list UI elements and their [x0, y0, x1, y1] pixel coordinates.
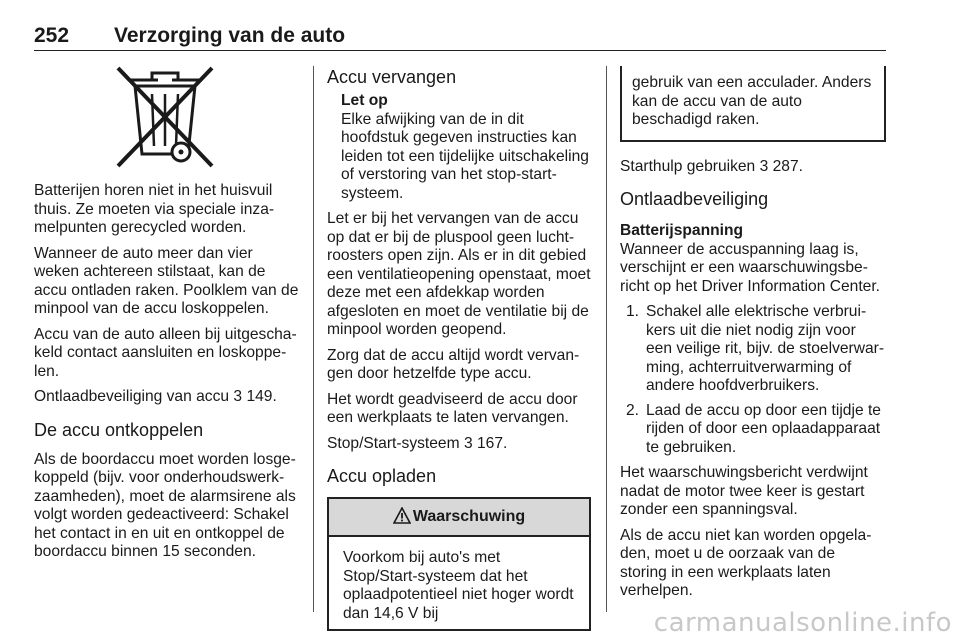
- column-divider-1: [313, 66, 314, 612]
- subsection-heading: Batterijspanning: [620, 222, 744, 239]
- page-reference[interactable]: [233, 388, 276, 405]
- paragraph: Let er bij het vervangen van de accu op dat er bij de pluspool geen luchtroosters open zijn. Als er in dit gebied een ventilatieopening openstaat, moet deze met een afdekkap worden afgesloten en moet de ventilatie bij de minpool worden geopend.: [327, 210, 591, 338]
- section-heading: Accu opladen: [327, 466, 437, 486]
- paragraph: Zorg dat de accu altijd wordt vervangen door hetzelfde type accu.: [327, 346, 580, 382]
- reference-page: 287.: [772, 157, 803, 175]
- paragraph: Wanneer de accuspanning laag is, verschijnt er een waarschuwingsbericht op het Driver Information Center.: [620, 240, 881, 295]
- warning-box: [327, 497, 591, 631]
- page-number: 252: [34, 24, 70, 47]
- arrow-icon: 3: [759, 157, 769, 175]
- column-divider-2: [606, 66, 607, 612]
- paragraph-text: Stop/Start-systeem: [327, 434, 460, 452]
- column-2: [327, 66, 591, 631]
- page-reference[interactable]: [760, 158, 803, 175]
- step-number: 2.: [626, 401, 640, 419]
- paragraph: Als de boordaccu moet worden losgekoppeld (bijv. voor onderhoudswerkzaamheden), moet de alarmsirene als volgt worden gedeactiveerd: Schakel het contact in en uit en ontkoppel de boordaccu binnen 15 seconden.: [34, 450, 296, 560]
- step-list: [620, 303, 886, 457]
- paragraph: Het wordt geadviseerd de accu door een werkplaats te laten vervangen.: [327, 390, 578, 426]
- crossed-bin-icon: [110, 66, 220, 168]
- paragraph-text: Starthulp gebruiken: [620, 157, 756, 175]
- warning-title: Waarschuwing: [412, 508, 526, 525]
- note-block: [341, 92, 591, 203]
- note-text: Elke afwijking van de in dit hoofdstuk gegeven instructies kan leiden tot een tijdelijke uitschakeling of verstoring van het stop-start-systeem.: [341, 110, 589, 202]
- step-text: Schakel alle elektrische verbruikers uit die niet nodig zijn voor een veilige rit, bijv. de stoelverwarming, achterruitverwarming of andere hoofdverbruikers.: [646, 303, 885, 394]
- paragraph: Batterijen horen niet in het huisvuil thuis. Ze moeten via speciale inzamelpunten gerecycled worden.: [34, 182, 275, 236]
- arrow-icon: 3: [233, 388, 243, 405]
- paragraph: [620, 158, 886, 177]
- paragraph: [327, 435, 591, 454]
- step-text: Laad de accu op door een tijdje te rijden of door een oplaadapparaat te gebruiken.: [646, 401, 881, 456]
- warning-icon: [393, 502, 411, 538]
- watermark: carmanualsonline.info: [653, 608, 952, 638]
- reference-page: 149.: [246, 388, 277, 405]
- page-header: [34, 22, 886, 50]
- section-heading: Accu vervangen: [327, 67, 457, 87]
- section-heading: De accu ontkoppelen: [34, 419, 204, 440]
- paragraph: Als de accu niet kan worden opgeladen, moet u de oorzaak van de storing in een werkplaats laten verhelpen.: [620, 526, 872, 599]
- section-heading: Ontlaadbeveiliging: [620, 189, 769, 209]
- warning-header: [329, 499, 589, 537]
- warning-text: Voorkom bij auto's met Stop/Start-systeem dat het oplaadpotentieel niet hoger wordt dan 14,6 V bij: [343, 549, 574, 622]
- reference-page: 167.: [476, 434, 508, 452]
- paragraph: [34, 388, 300, 407]
- header-rule: [34, 50, 886, 51]
- warning-box-continued: gebruik van een acculader. Anders kan de accu van de auto beschadigd raken.: [620, 66, 886, 142]
- list-item: [620, 402, 886, 458]
- paragraph: Het waarschuwingsbericht verdwijnt nadat de motor twee keer is gestart zonder een spanningsval.: [620, 464, 868, 518]
- column-3: [620, 66, 886, 608]
- note-title: Let op: [341, 92, 388, 109]
- page-reference[interactable]: [464, 435, 507, 452]
- list-item: [620, 303, 886, 396]
- arrow-icon: 3: [463, 434, 473, 452]
- paragraph: Accu van de auto alleen bij uitgeschakeld contact aansluiten en loskoppelen.: [34, 325, 297, 380]
- paragraph: Wanneer de auto meer dan vier weken achtereen stilstaat, kan de accu ontladen raken. Poolklem van de minpool van de accu loskoppelen.: [34, 244, 299, 317]
- paragraph-text: Ontlaadbeveiliging van accu: [34, 388, 230, 405]
- chapter-title: Verzorging van de auto: [114, 24, 346, 47]
- step-number: 1.: [626, 303, 640, 320]
